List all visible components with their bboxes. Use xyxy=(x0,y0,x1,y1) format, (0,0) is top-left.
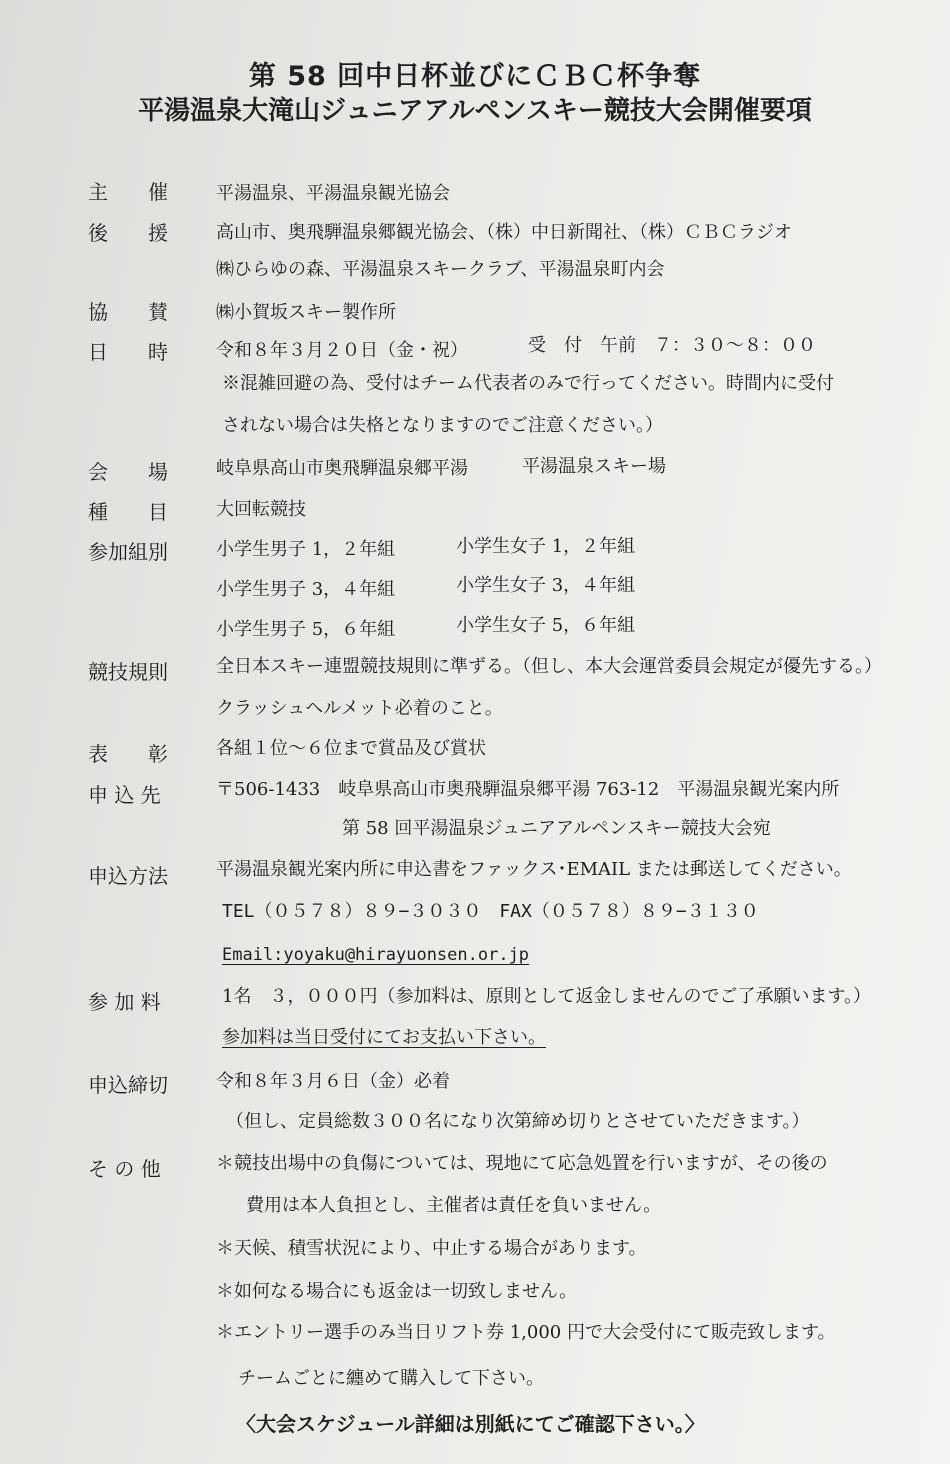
apply-method-text: 平湯温泉観光案内所に申込書をファックス･EMAIL または郵送してください。 xyxy=(216,859,852,880)
other-line3: ＊天候、積雪状況により、中止する場合があります。 xyxy=(216,1238,647,1259)
reception-time: 受 付 午前 ７：３０〜８：００ xyxy=(528,335,816,356)
datetime-note-line1: ※混雑回避の為、受付はチーム代表者のみで行ってください。時間内に受付 xyxy=(222,373,834,394)
support-line2: ㈱ひらゆの森、平湯温泉スキークラブ、平湯温泉町内会 xyxy=(216,259,665,280)
event-label: 種 目 xyxy=(88,500,168,524)
groups-label: 参加組別 xyxy=(88,540,168,564)
deadline-line2: （但し、定員総数３００名になり次第締め切りとさせていただきます。） xyxy=(226,1111,810,1132)
schedule-footer-note: 〈大会スケジュール詳細は別紙にてご確認下さい。〉 xyxy=(236,1412,705,1436)
group-boys-1-2: 小学生男子 1，２年組 xyxy=(216,539,396,560)
datetime-label: 日 時 xyxy=(88,340,168,364)
organizer-label: 主 催 xyxy=(88,180,168,204)
apply-to-address: 〒506-1433 岐阜県高山市奥飛騨温泉郷平湯 763-12 平湯温泉観光案内所 xyxy=(216,779,840,800)
group-girls-3-4: 小学生女子 3，４年組 xyxy=(456,575,636,596)
event-text: 大回転競技 xyxy=(216,499,306,520)
datetime-note-line2: されない場合は失格となりますのでご注意ください。） xyxy=(222,415,663,436)
document-title-line2: 平湯温泉大滝山ジュニアアルペンスキー競技大会開催要項 xyxy=(138,96,812,126)
other-line5: ＊エントリー選手のみ当日リフト券 1,000 円で大会受付にて販売致します。 xyxy=(216,1322,836,1343)
deadline-line1: 令和８年３月６日（金）必着 xyxy=(216,1071,450,1092)
rules-line1: 全日本スキー連盟競技規則に準ずる。（但し、本大会運営委員会規定が優先する。） xyxy=(216,656,882,677)
apply-method-label: 申込方法 xyxy=(88,864,168,888)
group-girls-1-2: 小学生女子 1，２年組 xyxy=(456,536,636,557)
contact-phone-fax: TEL（０５７８）８９−３０３０ FAX（０５７８）８９−３１３０ xyxy=(222,901,759,922)
fee-line2: 参加料は当日受付にてお支払い下さい。 xyxy=(222,1027,546,1048)
deadline-label: 申込締切 xyxy=(88,1073,168,1097)
group-boys-3-4: 小学生男子 3，４年組 xyxy=(216,579,396,600)
venue-label: 会 場 xyxy=(88,460,168,484)
fee-line1: 1名 ３，０００円（参加料は、原則として返金しませんのでご了承願います。） xyxy=(222,986,872,1007)
sponsor-text: ㈱小賀坂スキー製作所 xyxy=(216,302,396,323)
venue-place: 平湯温泉スキー場 xyxy=(522,456,666,477)
other-line4: ＊如何なる場合にも返金は一切致しません。 xyxy=(216,1281,578,1302)
venue-address: 岐阜県高山市奥飛騨温泉郷平湯 xyxy=(216,458,468,479)
contact-email-link[interactable]: Email:yoyaku@hirayuonsen.or.jp xyxy=(222,945,530,965)
support-label: 後 援 xyxy=(88,221,168,245)
organizer-text: 平湯温泉、平湯温泉観光協会 xyxy=(216,183,450,204)
awards-text: 各組１位〜６位まで賞品及び賞状 xyxy=(216,738,486,759)
apply-to-addressee: 第 58 回平湯温泉ジュニアアルペンスキー競技大会宛 xyxy=(342,818,771,839)
awards-label: 表 彰 xyxy=(88,742,168,766)
group-girls-5-6: 小学生女子 5，６年組 xyxy=(456,615,636,636)
rules-label: 競技規則 xyxy=(88,660,168,684)
other-line1: ＊競技出場中の負傷については、現地にて応急処置を行いますが、その後の xyxy=(216,1153,828,1174)
apply-to-label: 申 込 先 xyxy=(88,783,161,807)
fee-label: 参 加 料 xyxy=(88,990,161,1014)
event-date: 令和８年３月２０日（金・祝） xyxy=(216,340,468,361)
sponsor-label: 協 賛 xyxy=(88,300,168,324)
support-line1: 高山市、奥飛騨温泉郷観光協会、（株）中日新聞社、（株）ＣＢＣラジオ xyxy=(216,222,792,243)
group-boys-5-6: 小学生男子 5，６年組 xyxy=(216,619,396,640)
document-title-line1: 第 58 回中日杯並びにＣＢＣ杯争奪 xyxy=(248,61,702,92)
other-line6: チームごとに纏めて購入して下さい。 xyxy=(238,1368,544,1389)
other-line2: 費用は本人負担とし、主催者は責任を負いません。 xyxy=(246,1195,662,1216)
rules-line2: クラッシュヘルメット必着のこと。 xyxy=(216,698,503,719)
other-label: そ の 他 xyxy=(88,1157,161,1181)
